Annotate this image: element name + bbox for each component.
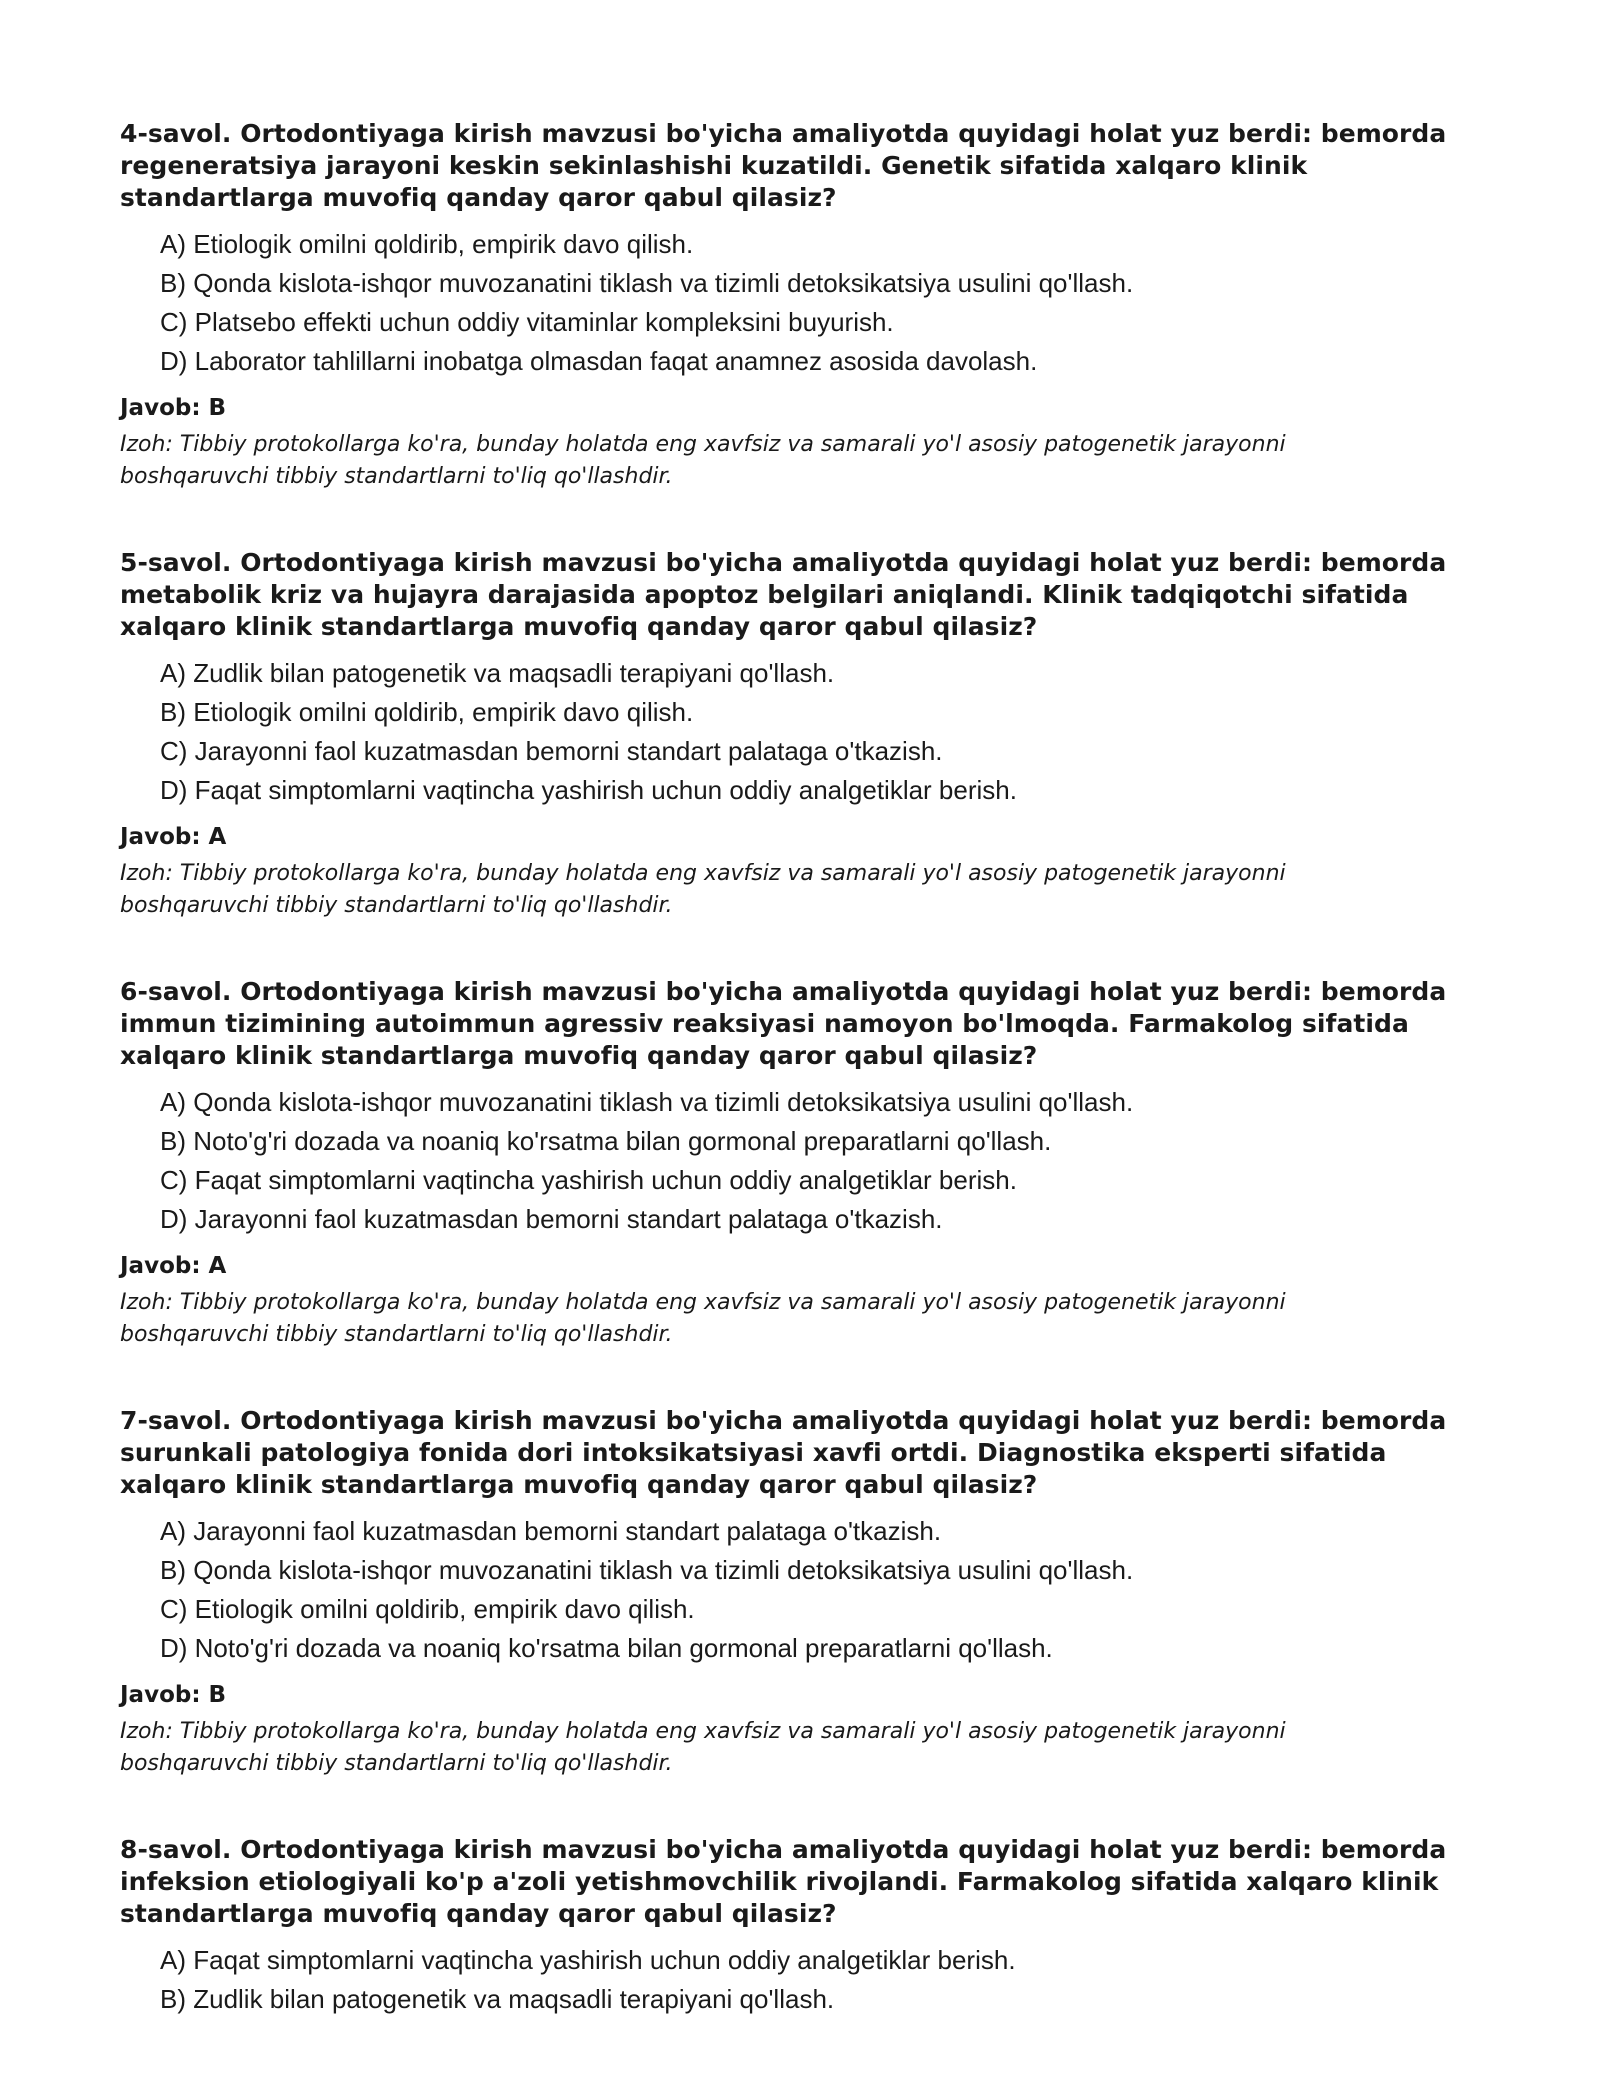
- option-c: C) Faqat simptomlarni vaqtincha yashirish uchun oddiy analgetiklar berish.: [160, 1165, 1017, 1195]
- question-title: 6-savol. Ortodontiyaga kirish mavzusi bo'yicha amaliyotda quyidagi holat yuz berdi: bemorda immun tizimining autoimmun agressiv reaksiyasi namoyon bo'lmoqda. Farmakolog sifatida xalqaro klinik standartlarga muvofiq qanday qaror qabul qilasiz?: [120, 977, 1447, 1070]
- option-d: D) Jarayonni faol kuzatmasdan bemorni standart palataga o'tkazish.: [160, 1204, 943, 1234]
- answer: Javob: A: [120, 824, 227, 850]
- explanation-note: Izoh: Tibbiy protokollarga ko'ra, bunday holatda eng xavfsiz va samarali yo'l asosiy patogenetik jarayonni boshqaruvchi tibbiy standartlarni to'liq qo'llashdir.: [120, 1290, 1286, 1347]
- question-5: [120, 547, 1500, 922]
- option-d: D) Laborator tahlillarni inobatga olmasdan faqat anamnez asosida davolash.: [160, 346, 1038, 376]
- explanation-note: Izoh: Tibbiy protokollarga ko'ra, bunday holatda eng xavfsiz va samarali yo'l asosiy patogenetik jarayonni boshqaruvchi tibbiy standartlarni to'liq qo'llashdir.: [120, 1719, 1286, 1776]
- option-a: A) Qonda kislota-ishqor muvozanatini tiklash va tizimli detoksikatsiya usulini qo'llash.: [160, 1087, 1134, 1117]
- question-8: [120, 1834, 1500, 2019]
- option-c: C) Etiologik omilni qoldirib, empirik davo qilish.: [160, 1594, 695, 1624]
- question-title: 8-savol. Ortodontiyaga kirish mavzusi bo'yicha amaliyotda quyidagi holat yuz berdi: bemorda infeksion etiologiyali ko'p a'zoli yetishmovchilik rivojlandi. Farmakolog sifatida xalqaro klinik standartlarga muvofiq qanday qaror qabul qilasiz?: [120, 1835, 1447, 1928]
- option-c: C) Jarayonni faol kuzatmasdan bemorni standart palataga o'tkazish.: [160, 736, 943, 766]
- answer: Javob: A: [120, 1253, 227, 1279]
- option-d: D) Faqat simptomlarni vaqtincha yashirish uchun oddiy analgetiklar berish.: [160, 775, 1017, 805]
- question-6: [120, 976, 1500, 1351]
- option-c: C) Platsebo effekti uchun oddiy vitaminlar kompleksini buyurish.: [160, 307, 894, 337]
- question-title: 5-savol. Ortodontiyaga kirish mavzusi bo'yicha amaliyotda quyidagi holat yuz berdi: bemorda metabolik kriz va hujayra darajasida apoptoz belgilari aniqlandi. Klinik tadqiqotchi sifatida xalqaro klinik standartlarga muvofiq qanday qaror qabul qilasiz?: [120, 548, 1447, 641]
- options-list: [120, 654, 1500, 810]
- answer: Javob: B: [120, 1682, 227, 1708]
- option-b: B) Qonda kislota-ishqor muvozanatini tiklash va tizimli detoksikatsiya usulini qo'llash.: [160, 268, 1134, 298]
- options-list: [120, 1941, 1500, 2019]
- options-list: [120, 1083, 1500, 1239]
- question-title: 7-savol. Ortodontiyaga kirish mavzusi bo'yicha amaliyotda quyidagi holat yuz berdi: bemorda surunkali patologiya fonida dori intoksikatsiyasi xavfi ortdi. Diagnostika eksperti sifatida xalqaro klinik standartlarga muvofiq qanday qaror qabul qilasiz?: [120, 1406, 1447, 1499]
- explanation-note: Izoh: Tibbiy protokollarga ko'ra, bunday holatda eng xavfsiz va samarali yo'l asosiy patogenetik jarayonni boshqaruvchi tibbiy standartlarni to'liq qo'llashdir.: [120, 432, 1286, 489]
- question-title: 4-savol. Ortodontiyaga kirish mavzusi bo'yicha amaliyotda quyidagi holat yuz berdi: bemorda regeneratsiya jarayoni keskin sekinlashishi kuzatildi. Genetik sifatida xalqaro klinik standartlarga muvofiq qanday qaror qabul qilasiz?: [120, 119, 1447, 212]
- answer: Javob: B: [120, 395, 227, 421]
- question-4: [120, 118, 1500, 493]
- option-d: D) Noto'g'ri dozada va noaniq ko'rsatma bilan gormonal preparatlarni qo'llash.: [160, 1633, 1053, 1663]
- option-a: A) Etiologik omilni qoldirib, empirik davo qilish.: [160, 229, 694, 259]
- option-a: A) Zudlik bilan patogenetik va maqsadli terapiyani qo'llash.: [160, 658, 835, 688]
- option-b: B) Zudlik bilan patogenetik va maqsadli terapiyani qo'llash.: [160, 1984, 835, 2014]
- option-b: B) Noto'g'ri dozada va noaniq ko'rsatma bilan gormonal preparatlarni qo'llash.: [160, 1126, 1052, 1156]
- question-7: [120, 1405, 1500, 1780]
- options-list: [120, 225, 1500, 381]
- option-a: A) Jarayonni faol kuzatmasdan bemorni standart palataga o'tkazish.: [160, 1516, 942, 1546]
- options-list: [120, 1512, 1500, 1668]
- option-a: A) Faqat simptomlarni vaqtincha yashirish uchun oddiy analgetiklar berish.: [160, 1945, 1016, 1975]
- explanation-note: Izoh: Tibbiy protokollarga ko'ra, bunday holatda eng xavfsiz va samarali yo'l asosiy patogenetik jarayonni boshqaruvchi tibbiy standartlarni to'liq qo'llashdir.: [120, 861, 1286, 918]
- document-page: [120, 118, 1500, 2073]
- option-b: B) Etiologik omilni qoldirib, empirik davo qilish.: [160, 697, 694, 727]
- option-b: B) Qonda kislota-ishqor muvozanatini tiklash va tizimli detoksikatsiya usulini qo'llash.: [160, 1555, 1134, 1585]
